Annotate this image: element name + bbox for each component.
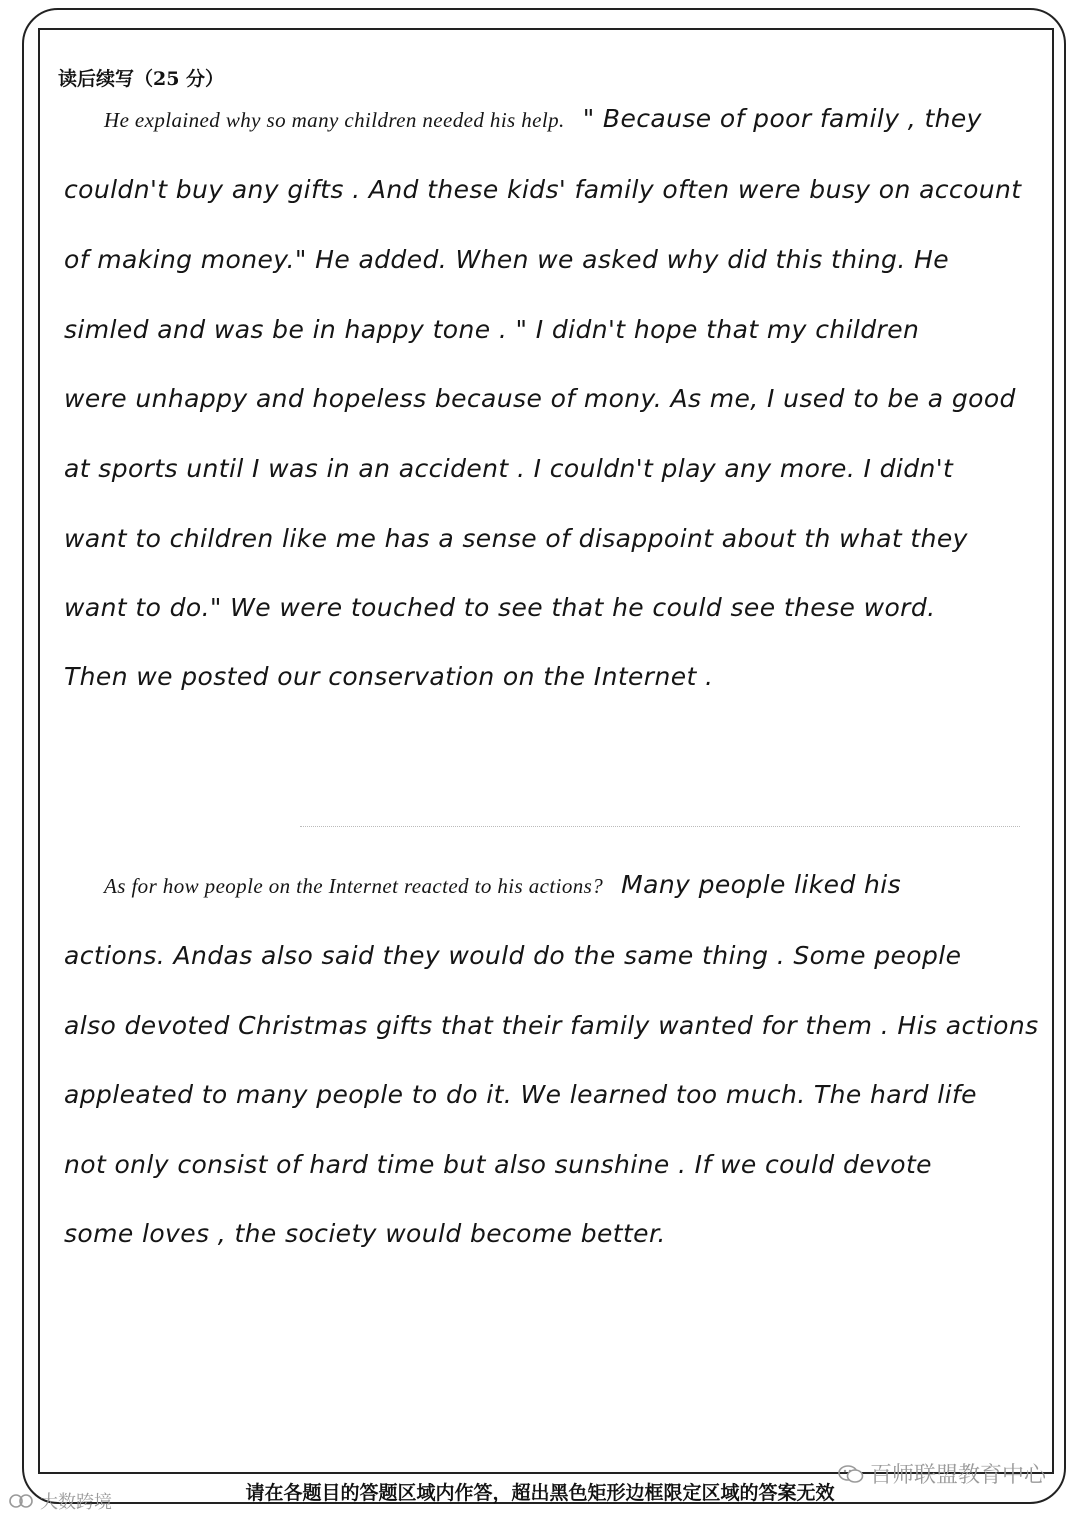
handwritten-line: appleated to many people to do it. We learned too much. The hard life bbox=[64, 1080, 977, 1109]
handwritten-line: couldn't buy any gifts . And these kids' family often were busy on account bbox=[64, 175, 1022, 204]
paragraph1-first-line bbox=[104, 104, 982, 133]
handwritten-line: at sports until I was in an accident . I couldn't play any more. I didn't bbox=[64, 454, 954, 483]
paragraph2-first-line bbox=[104, 870, 901, 899]
handwritten-line: actions. Andas also said they would do the same thing . Some people bbox=[64, 941, 962, 970]
faint-divider bbox=[300, 826, 1020, 827]
paragraph2-prompt: As for how people on the Internet reacted to his actions? bbox=[104, 874, 604, 898]
watermark-left-text: 大数跨境 bbox=[40, 1492, 112, 1513]
watermark-left bbox=[8, 1488, 112, 1514]
handwritten-line: not only consist of hard time but also sunshine . If we could devote bbox=[64, 1150, 932, 1179]
handwritten-line: simled and was be in happy tone . " I didn't hope that my children bbox=[64, 315, 920, 344]
handwritten-line: some loves , the society would become better. bbox=[64, 1219, 666, 1248]
handwritten-line: Then we posted our conservation on the Internet . bbox=[64, 662, 714, 691]
handwritten-line: were unhappy and hopeless because of mony. As me, I used to be a good bbox=[64, 384, 1016, 413]
handwritten-text: Many people liked his bbox=[621, 870, 902, 899]
handwritten-text: " Because of poor family , they bbox=[582, 104, 982, 133]
handwritten-line: want to children like me has a sense of disappoint about th what they bbox=[64, 524, 968, 553]
handwritten-line: also devoted Christmas gifts that their family wanted for them . His actions bbox=[64, 1011, 1039, 1040]
handwritten-line: want to do." We were touched to see that he could see these word. bbox=[64, 593, 936, 622]
watermark-right-text: 百师联盟教育中心 bbox=[869, 1463, 1046, 1488]
footer-note: 请在各题目的答题区域内作答，超出黑色矩形边框限定区域的答案无效 bbox=[245, 1482, 835, 1504]
section-heading: 读后续写（25 分） bbox=[58, 68, 225, 90]
watermark-logo-icon bbox=[8, 1491, 34, 1511]
handwritten-line: of making money." He added. When we asked why did this thing. He bbox=[64, 245, 949, 274]
paragraph1-prompt: He explained why so many children needed his help. bbox=[104, 108, 565, 132]
